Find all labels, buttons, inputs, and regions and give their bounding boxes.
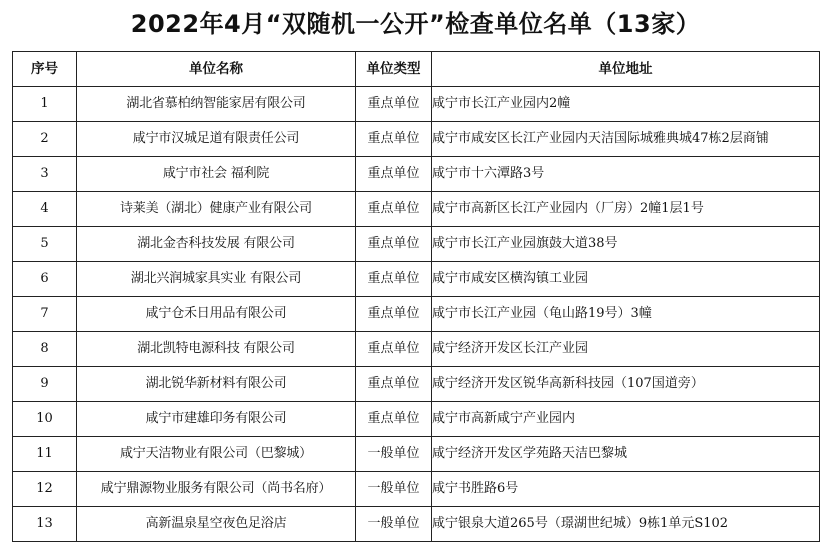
cell-unit-name: 湖北凯特电源科技 有限公司 [77, 332, 356, 367]
cell-unit-type: 重点单位 [356, 227, 432, 262]
table-row [13, 227, 820, 262]
cell-unit-address: 咸宁经济开发区学苑路天洁巴黎城 [432, 437, 820, 472]
cell-unit-name: 咸宁市建雄印务有限公司 [77, 402, 356, 437]
cell-unit-type: 重点单位 [356, 402, 432, 437]
inspection-list-table [12, 51, 820, 542]
table-row [13, 122, 820, 157]
cell-unit-address: 咸宁市十六潭路3号 [432, 157, 820, 192]
table-row [13, 87, 820, 122]
cell-unit-address: 咸宁市高新区长江产业园内（厂房）2幢1层1号 [432, 192, 820, 227]
cell-index: 6 [13, 262, 77, 297]
table-row [13, 472, 820, 507]
cell-unit-type: 重点单位 [356, 157, 432, 192]
cell-unit-address: 咸宁经济开发区长江产业园 [432, 332, 820, 367]
cell-index: 7 [13, 297, 77, 332]
cell-unit-name: 湖北省慕柏纳智能家居有限公司 [77, 87, 356, 122]
header-index: 序号 [13, 52, 77, 87]
cell-index: 11 [13, 437, 77, 472]
cell-unit-name: 湖北兴润城家具实业 有限公司 [77, 262, 356, 297]
cell-unit-type: 重点单位 [356, 332, 432, 367]
header-unit-type: 单位类型 [356, 52, 432, 87]
cell-unit-name: 咸宁仓禾日用品有限公司 [77, 297, 356, 332]
cell-index: 5 [13, 227, 77, 262]
cell-unit-type: 重点单位 [356, 192, 432, 227]
cell-unit-name: 咸宁市汉城足道有限责任公司 [77, 122, 356, 157]
cell-unit-type: 重点单位 [356, 262, 432, 297]
cell-unit-type: 一般单位 [356, 472, 432, 507]
cell-index: 12 [13, 472, 77, 507]
cell-index: 3 [13, 157, 77, 192]
cell-index: 2 [13, 122, 77, 157]
table-row [13, 367, 820, 402]
cell-unit-address: 咸宁书胜路6号 [432, 472, 820, 507]
cell-unit-type: 重点单位 [356, 367, 432, 402]
table-row [13, 297, 820, 332]
table-row [13, 157, 820, 192]
document-title: 2022年4月“双随机一公开”检查单位名单（13家） [130, 10, 701, 38]
cell-unit-name: 诗莱美（湖北）健康产业有限公司 [77, 192, 356, 227]
table-row [13, 507, 820, 542]
cell-unit-type: 一般单位 [356, 437, 432, 472]
header-unit-name: 单位名称 [77, 52, 356, 87]
cell-unit-address: 咸宁市咸安区长江产业园内天洁国际城雅典城47栋2层商铺 [432, 122, 820, 157]
cell-unit-type: 重点单位 [356, 87, 432, 122]
cell-unit-type: 重点单位 [356, 122, 432, 157]
cell-unit-name: 咸宁鼎源物业服务有限公司（尚书名府） [77, 472, 356, 507]
cell-unit-name: 湖北锐华新材料有限公司 [77, 367, 356, 402]
cell-unit-address: 咸宁市长江产业园内2幢 [432, 87, 820, 122]
cell-index: 4 [13, 192, 77, 227]
cell-index: 1 [13, 87, 77, 122]
cell-unit-address: 咸宁市高新咸宁产业园内 [432, 402, 820, 437]
cell-unit-address: 咸宁市长江产业园（龟山路19号）3幢 [432, 297, 820, 332]
table-row [13, 192, 820, 227]
table-row [13, 262, 820, 297]
table-row [13, 332, 820, 367]
cell-index: 8 [13, 332, 77, 367]
cell-index: 9 [13, 367, 77, 402]
cell-unit-address: 咸宁市咸安区横沟镇工业园 [432, 262, 820, 297]
cell-unit-name: 咸宁市社会 福利院 [77, 157, 356, 192]
cell-unit-address: 咸宁经济开发区锐华高新科技园（107国道旁） [432, 367, 820, 402]
cell-unit-name: 湖北金杏科技发展 有限公司 [77, 227, 356, 262]
cell-unit-address: 咸宁市长江产业园旗鼓大道38号 [432, 227, 820, 262]
cell-unit-name: 咸宁天洁物业有限公司（巴黎城） [77, 437, 356, 472]
cell-unit-name: 高新温泉星空夜色足浴店 [77, 507, 356, 542]
table-header-row [13, 52, 820, 87]
cell-index: 13 [13, 507, 77, 542]
header-unit-address: 单位地址 [432, 52, 820, 87]
table-row [13, 437, 820, 472]
cell-unit-type: 一般单位 [356, 507, 432, 542]
table-row [13, 402, 820, 437]
cell-index: 10 [13, 402, 77, 437]
cell-unit-type: 重点单位 [356, 297, 432, 332]
cell-unit-address: 咸宁银泉大道265号（璟湖世纪城）9栋1单元S102 [432, 507, 820, 542]
